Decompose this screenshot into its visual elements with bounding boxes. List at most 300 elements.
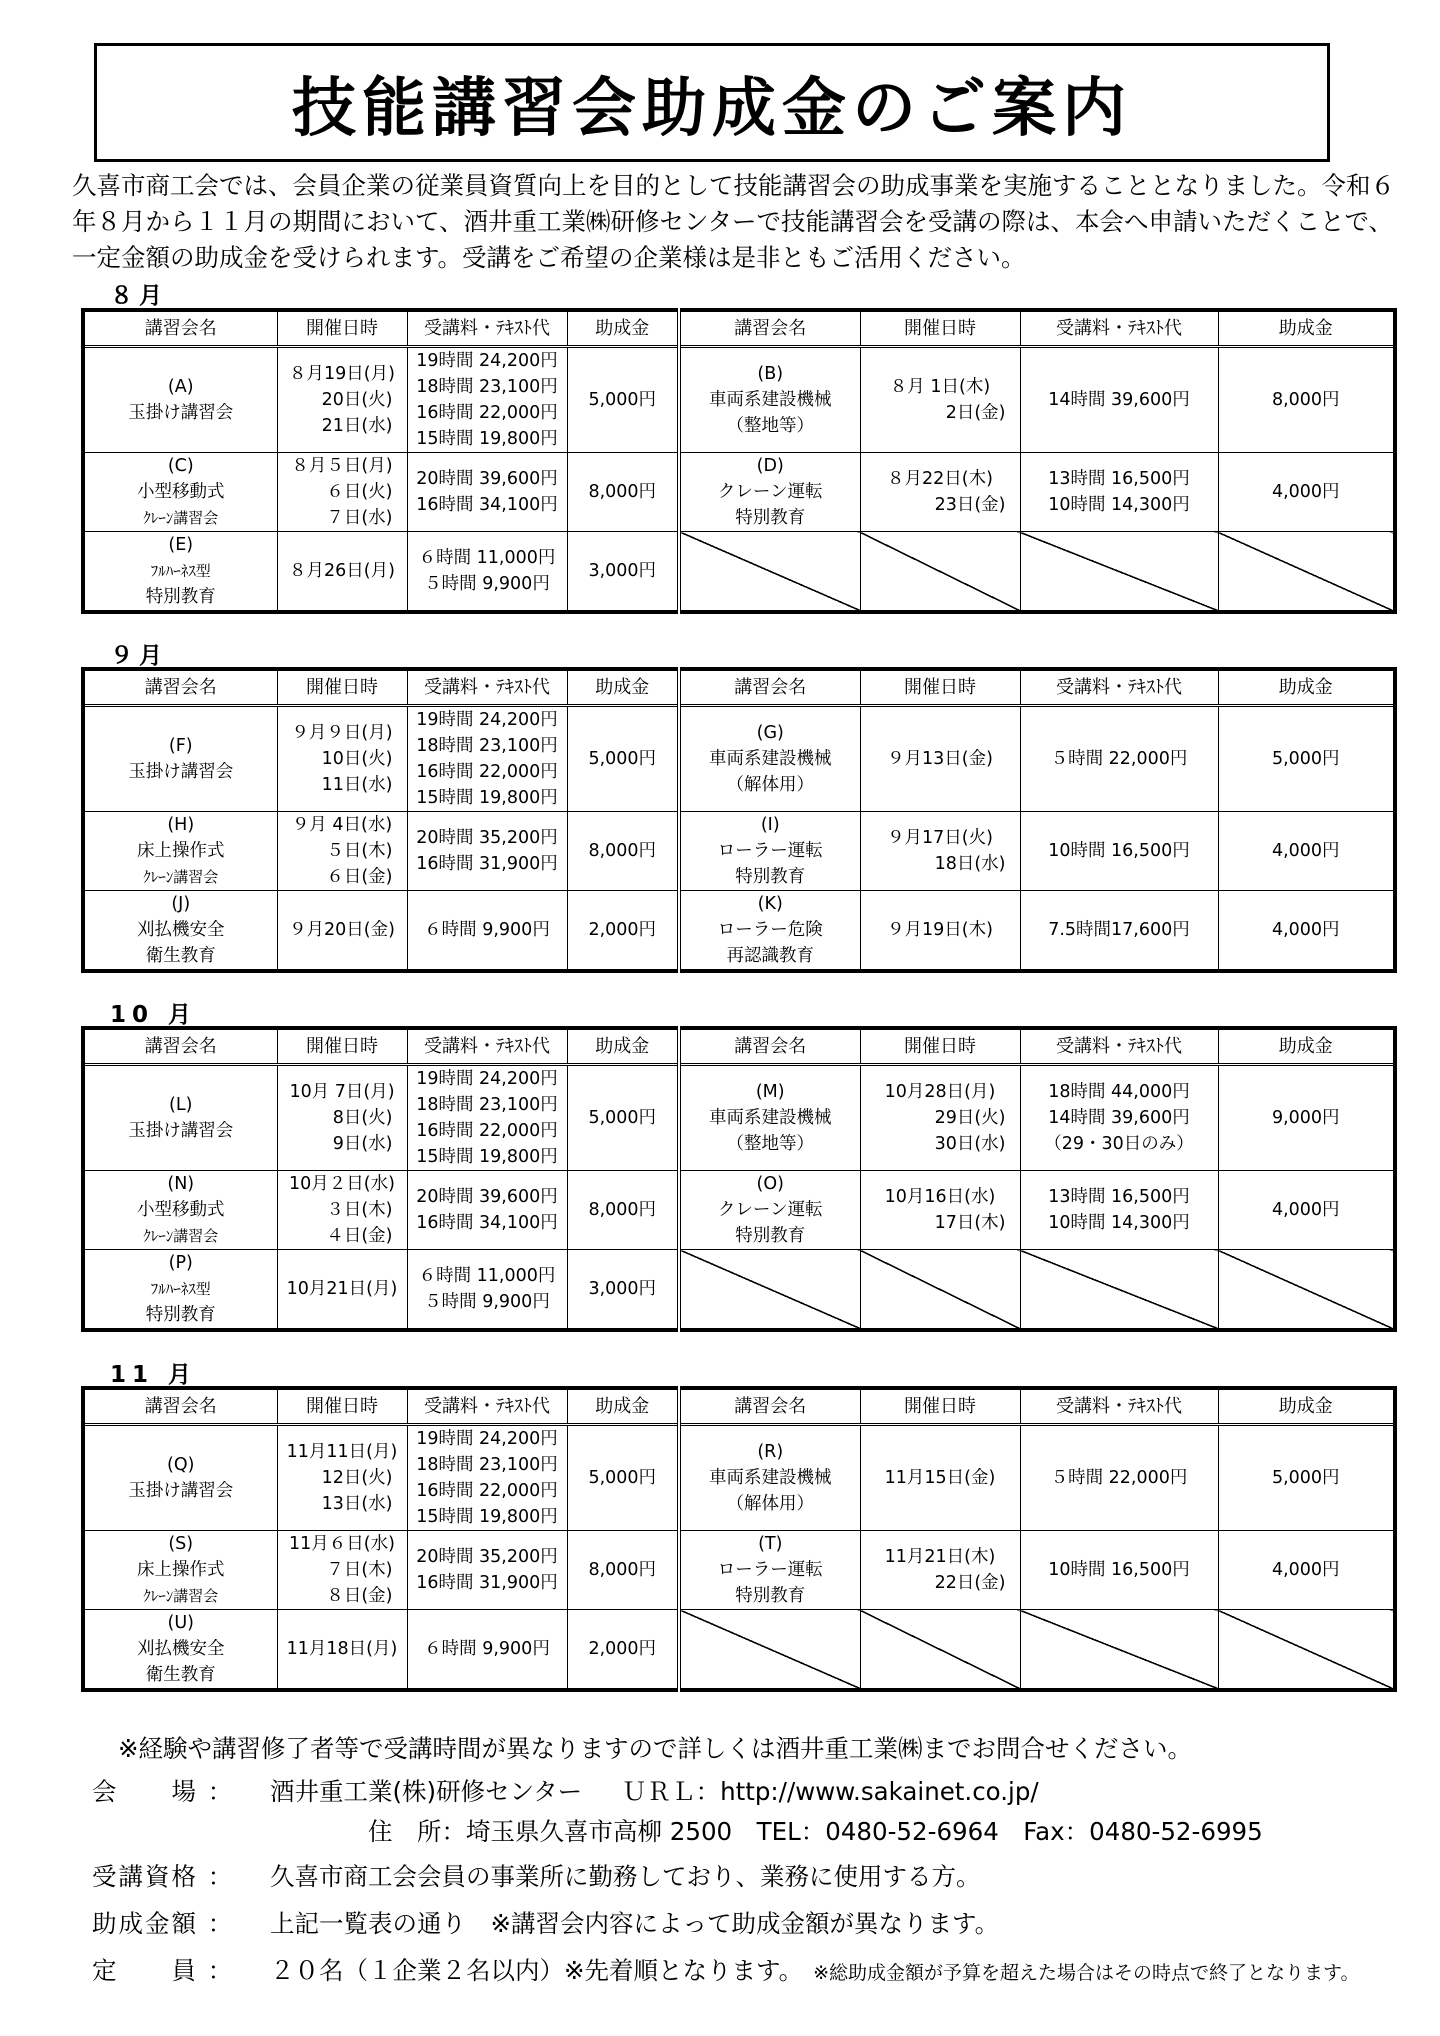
course-name: [83, 706, 277, 812]
course-fee-line: 18時間 23,100円: [416, 736, 558, 756]
table-row: [83, 347, 1395, 453]
table-header-row: [83, 310, 1395, 347]
course-name-line: ﾌﾙﾊｰﾈｽ型: [150, 562, 211, 580]
course-fee-line: ６時間 11,000円: [418, 1266, 556, 1286]
course-name-line: 刈払機安全: [137, 1639, 225, 1659]
course-fee-line: 19時間 24,200円: [416, 1069, 558, 1089]
course-name-line: (C): [167, 456, 194, 476]
month-label: 11 月: [110, 1362, 198, 1388]
column-header: 講習会名: [679, 669, 860, 706]
empty-cell: [860, 532, 1020, 613]
course-name-line: 車両系建設機械: [709, 1468, 832, 1488]
column-header: 開催日時: [860, 669, 1020, 706]
course-date-line: ６日(金): [326, 867, 393, 887]
course-date-line: ８月19日(月): [289, 364, 395, 384]
course-fee-line: 14時間 39,600円: [1048, 1108, 1190, 1128]
course-dates: [277, 1065, 407, 1171]
course-name: [83, 1250, 277, 1331]
course-name: [83, 347, 277, 453]
course-fees: [407, 891, 567, 972]
table-row: [83, 1425, 1395, 1531]
course-date-line: ３日(木): [326, 1200, 393, 1220]
course-fee-line: ５時間 9,900円: [424, 574, 550, 594]
course-name-line: クレーン運転: [717, 482, 823, 502]
course-date-line: 9日(水): [332, 1134, 393, 1154]
course-date-line: 18日(水): [934, 854, 1006, 874]
course-fee-line: ５時間 22,000円: [1050, 1468, 1188, 1488]
schedule-table: [81, 1026, 1397, 1332]
course-grant: 5,000円: [567, 347, 679, 453]
course-fee-line: 20時間 39,600円: [416, 1187, 558, 1207]
column-header: 助成金: [567, 1028, 679, 1065]
course-name-line: ローラー運転: [717, 1560, 823, 1580]
course-fees: [1020, 347, 1218, 453]
course-date-line: ８月５日(月): [291, 456, 393, 476]
course-fee-line: 16時間 22,000円: [416, 762, 558, 782]
course-fee-line: 16時間 22,000円: [416, 1481, 558, 1501]
course-fee-line: 16時間 31,900円: [416, 1573, 558, 1593]
course-grant: 4,000円: [1218, 1531, 1395, 1610]
course-fees: [407, 1531, 567, 1610]
course-name: [679, 706, 860, 812]
course-name-line: 車両系建設機械: [709, 749, 832, 769]
course-dates: [860, 1171, 1020, 1250]
table-row: [83, 1065, 1395, 1171]
course-name-line: (Q): [167, 1455, 195, 1475]
course-fees: [407, 1171, 567, 1250]
course-name-line: ｸﾚｰﾝ講習会: [143, 868, 219, 886]
course-dates: [860, 1425, 1020, 1531]
course-fees: [407, 1250, 567, 1331]
course-fee-line: 7.5時間17,600円: [1048, 920, 1190, 940]
course-name-line: 車両系建設機械: [709, 1108, 832, 1128]
course-grant: 4,000円: [1218, 453, 1395, 532]
empty-cell: [679, 532, 860, 613]
grant-line: [92, 1905, 1412, 1940]
course-dates: [277, 891, 407, 972]
course-date-line: ８月26日(月): [289, 561, 395, 581]
course-date-line: 10月16日(水): [884, 1187, 996, 1207]
column-header: 開催日時: [860, 1028, 1020, 1065]
course-fees: [407, 1065, 567, 1171]
course-dates: [860, 706, 1020, 812]
course-fee-line: 18時間 23,100円: [416, 1095, 558, 1115]
course-name-line: (O): [756, 1174, 784, 1194]
course-fee-line: 15時間 19,800円: [416, 788, 558, 808]
column-header: 受講料・ﾃｷｽﾄ代: [1020, 1028, 1218, 1065]
course-name-line: (J): [171, 894, 191, 914]
course-date-line: 10月２日(水): [289, 1174, 395, 1194]
course-name-line: (K): [757, 894, 783, 914]
grant-label: 助成金額 ：: [92, 1909, 235, 1938]
course-name-line: (D): [756, 456, 784, 476]
course-dates: [277, 532, 407, 613]
course-date-line: ９月17日(火): [887, 828, 993, 848]
course-fee-line: 16時間 34,100円: [416, 1213, 558, 1233]
column-header: 講習会名: [679, 310, 860, 347]
course-name-line: 特別教育: [735, 867, 806, 887]
column-header: 開催日時: [277, 669, 407, 706]
course-name-line: (S): [168, 1534, 194, 1554]
course-name-line: 小型移動式: [137, 1200, 225, 1220]
course-name-line: (I): [760, 815, 780, 835]
course-name-line: (R): [757, 1442, 784, 1462]
course-name-line: 車両系建設機械: [709, 390, 832, 410]
course-fee-line: 10時間 14,300円: [1048, 1213, 1190, 1233]
course-date-line: ９月９日(月): [291, 723, 393, 743]
course-date-line: 10月28日(月): [884, 1082, 996, 1102]
course-grant: 8,000円: [567, 453, 679, 532]
course-fees: [407, 1425, 567, 1531]
course-name: [679, 812, 860, 891]
course-fee-line: ５時間 22,000円: [1050, 749, 1188, 769]
table-row: [83, 706, 1395, 812]
course-name-line: 玉掛け講習会: [128, 403, 234, 423]
column-header: 助成金: [1218, 310, 1395, 347]
course-fees: [407, 812, 567, 891]
course-name-line: 床上操作式: [137, 1560, 225, 1580]
course-date-line: 10日(火): [321, 749, 393, 769]
course-name-line: (P): [168, 1253, 193, 1273]
table-header-row: [83, 1388, 1395, 1425]
course-name-line: (N): [167, 1174, 195, 1194]
course-name-line: （解体用）: [726, 1494, 814, 1514]
course-date-line: 11月21日(木): [884, 1547, 996, 1567]
course-name-line: (A): [167, 377, 194, 397]
course-name-line: 衛生教育: [145, 946, 216, 966]
course-fee-line: 18時間 44,000円: [1048, 1082, 1190, 1102]
course-name-line: (B): [757, 364, 784, 384]
course-fee-line: ６時間 11,000円: [418, 548, 556, 568]
table-row: [83, 812, 1395, 891]
table-row: [83, 1250, 1395, 1331]
course-date-line: 10月21日(月): [286, 1279, 398, 1299]
course-grant: 4,000円: [1218, 891, 1395, 972]
empty-cell: [1020, 1610, 1218, 1691]
empty-cell: [1020, 1250, 1218, 1331]
course-grant: 2,000円: [567, 891, 679, 972]
course-grant: 4,000円: [1218, 1171, 1395, 1250]
course-dates: [277, 706, 407, 812]
course-date-line: ８日(金): [326, 1586, 393, 1606]
course-fees: [407, 706, 567, 812]
column-header: 助成金: [567, 669, 679, 706]
course-date-line: 30日(水): [934, 1134, 1006, 1154]
course-grant: 5,000円: [567, 1065, 679, 1171]
course-grant: 3,000円: [567, 532, 679, 613]
course-grant: 5,000円: [567, 706, 679, 812]
course-name-line: (M): [755, 1082, 785, 1102]
course-name-line: （整地等）: [726, 416, 814, 436]
course-dates: [277, 1171, 407, 1250]
course-fee-line: 16時間 22,000円: [416, 1121, 558, 1141]
course-name: [83, 1610, 277, 1691]
column-header: 助成金: [567, 310, 679, 347]
course-name-line: 再認識教育: [726, 946, 814, 966]
capacity-line: [92, 1952, 1412, 1987]
course-name-line: (G): [756, 723, 784, 743]
course-name-line: 玉掛け講習会: [128, 762, 234, 782]
course-name-line: 特別教育: [735, 1226, 806, 1246]
empty-cell: [679, 1250, 860, 1331]
capacity-note: ※総助成金額が予算を超えた場合はその時点で終了となります。: [813, 1962, 1360, 1984]
column-header: 助成金: [1218, 669, 1395, 706]
column-header: 受講料・ﾃｷｽﾄ代: [407, 669, 567, 706]
course-date-line: 11日(水): [321, 775, 393, 795]
course-fees: [1020, 812, 1218, 891]
grant-value: 上記一覧表の通り ※講習会内容によって助成金額が異なります。: [270, 1909, 1000, 1938]
course-grant: 5,000円: [1218, 1425, 1395, 1531]
course-fees: [407, 347, 567, 453]
qualification-label: 受講資格 ：: [92, 1862, 235, 1891]
course-name-line: ﾌﾙﾊｰﾈｽ型: [150, 1280, 211, 1298]
empty-cell: [1218, 1610, 1395, 1691]
column-header: 講習会名: [83, 1388, 277, 1425]
capacity-value: ２０名（１企業２名以内）※先着順となります。: [270, 1956, 804, 1985]
venue-value: 酒井重工業(株)研修センター: [270, 1777, 583, 1806]
title-box: [94, 43, 1330, 162]
course-date-line: 11月18日(月): [286, 1639, 398, 1659]
course-fee-line: ６時間 9,900円: [424, 1639, 550, 1659]
course-dates: [860, 891, 1020, 972]
course-fee-line: 20時間 35,200円: [416, 828, 558, 848]
course-dates: [277, 347, 407, 453]
schedule-table: [81, 1386, 1397, 1692]
column-header: 講習会名: [83, 1028, 277, 1065]
course-grant: 8,000円: [567, 1171, 679, 1250]
column-header: 開催日時: [860, 1388, 1020, 1425]
course-name-line: ローラー危険: [717, 920, 823, 940]
course-name-line: 小型移動式: [137, 482, 225, 502]
course-name-line: (H): [167, 815, 195, 835]
course-date-line: 2日(金): [945, 403, 1006, 423]
course-name-line: 床上操作式: [137, 841, 225, 861]
course-dates: [860, 347, 1020, 453]
course-fee-line: 18時間 23,100円: [416, 377, 558, 397]
course-dates: [860, 812, 1020, 891]
table-row: [83, 453, 1395, 532]
course-date-line: 10月 7日(月): [289, 1082, 395, 1102]
course-fee-line: 14時間 39,600円: [1048, 390, 1190, 410]
column-header: 開催日時: [860, 310, 1020, 347]
table-row: [83, 1531, 1395, 1610]
course-name: [83, 1171, 277, 1250]
empty-cell: [860, 1250, 1020, 1331]
course-grant: 3,000円: [567, 1250, 679, 1331]
course-name-line: （解体用）: [726, 775, 814, 795]
course-fee-line: （29・30日のみ）: [1044, 1134, 1194, 1154]
month-label: 10 月: [110, 1002, 198, 1028]
course-name-line: 玉掛け講習会: [128, 1481, 234, 1501]
column-header: 受講料・ﾃｷｽﾄ代: [407, 1388, 567, 1425]
address-value: 住 所：埼玉県久喜市高柳 2500 TEL：0480-52-6964 Fax：0480-52-6995: [368, 1817, 1263, 1846]
course-date-line: 11月６日(水): [289, 1534, 395, 1554]
column-header: 開催日時: [277, 1388, 407, 1425]
url-link[interactable]: ＵＲＬ：http://www.sakainet.co.jp/: [622, 1777, 1039, 1806]
course-date-line: ４日(金): [326, 1226, 393, 1246]
course-date-line: ９月 4日(水): [291, 815, 393, 835]
course-date-line: 13日(水): [321, 1494, 393, 1514]
course-fee-line: 10時間 16,500円: [1048, 841, 1190, 861]
course-fees: [1020, 453, 1218, 532]
capacity-label: 定 員 ：: [92, 1956, 235, 1985]
course-fee-line: 15時間 19,800円: [416, 1147, 558, 1167]
course-fee-line: ６時間 9,900円: [424, 920, 550, 940]
course-date-line: 20日(火): [321, 390, 393, 410]
course-grant: 8,000円: [1218, 347, 1395, 453]
course-name: [679, 1531, 860, 1610]
table-header-row: [83, 1028, 1395, 1065]
footnote: ※経験や講習修了者等で受講時間が異なりますので詳しくは酒井重工業㈱までお問合せください。: [118, 1734, 1193, 1763]
month-label: ８月: [110, 283, 168, 309]
course-name: [679, 347, 860, 453]
column-header: 講習会名: [679, 1028, 860, 1065]
course-fee-line: 13時間 16,500円: [1048, 1187, 1190, 1207]
course-dates: [277, 1610, 407, 1691]
course-fee-line: 13時間 16,500円: [1048, 469, 1190, 489]
course-dates: [860, 1065, 1020, 1171]
course-date-line: 29日(火): [934, 1108, 1006, 1128]
table-row: [83, 532, 1395, 613]
course-fees: [1020, 891, 1218, 972]
course-grant: 5,000円: [1218, 706, 1395, 812]
course-date-line: 11月15日(金): [884, 1468, 996, 1488]
empty-cell: [679, 1610, 860, 1691]
course-date-line: ９月19日(木): [887, 920, 993, 940]
course-fee-line: 10時間 14,300円: [1048, 495, 1190, 515]
month-label: ９月: [110, 643, 168, 669]
course-fees: [1020, 1171, 1218, 1250]
schedule-table: [81, 308, 1397, 614]
course-name-line: ｸﾚｰﾝ講習会: [143, 509, 219, 527]
course-fee-line: 16時間 34,100円: [416, 495, 558, 515]
course-fee-line: 16時間 31,900円: [416, 854, 558, 874]
qualification-value: 久喜市商工会会員の事業所に勤務しており、業務に使用する方。: [270, 1862, 981, 1891]
column-header: 受講料・ﾃｷｽﾄ代: [1020, 1388, 1218, 1425]
course-grant: 4,000円: [1218, 812, 1395, 891]
column-header: 助成金: [1218, 1028, 1395, 1065]
column-header: 受講料・ﾃｷｽﾄ代: [407, 1028, 567, 1065]
course-fee-line: 18時間 23,100円: [416, 1455, 558, 1475]
page-title: 技能講習会助成金のご案内: [292, 71, 1132, 146]
course-dates: [860, 453, 1020, 532]
course-name: [83, 891, 277, 972]
table-header-row: [83, 669, 1395, 706]
venue-label: 会 場 ：: [92, 1777, 235, 1806]
column-header: 助成金: [567, 1388, 679, 1425]
course-name-line: (F): [168, 736, 193, 756]
course-dates: [277, 453, 407, 532]
course-grant: 2,000円: [567, 1610, 679, 1691]
course-date-line: ８月 1日(木): [889, 377, 991, 397]
course-fee-line: ５時間 9,900円: [424, 1292, 550, 1312]
course-name-line: 特別教育: [735, 508, 806, 528]
course-name-line: 玉掛け講習会: [128, 1121, 234, 1141]
course-name: [679, 891, 860, 972]
course-fees: [1020, 1531, 1218, 1610]
course-date-line: 17日(木): [934, 1213, 1006, 1233]
course-grant: 9,000円: [1218, 1065, 1395, 1171]
intro-text: 久喜市商工会では、会員企業の従業員資質向上を目的として技能講習会の助成事業を実施することとなりました。令和６年８月から１１月の期間において、酒井重工業㈱研修センターで技能講習会を受講の際は、本会へ申請いただくことで、一定金額の助成金を受けられます。受講をご希望の企業様は是非ともご活用ください。: [72, 171, 1395, 272]
course-fee-line: 19時間 24,200円: [416, 351, 558, 371]
course-grant: 8,000円: [567, 812, 679, 891]
course-name: [83, 1065, 277, 1171]
course-date-line: 22日(金): [934, 1573, 1006, 1593]
course-date-line: 21日(水): [321, 416, 393, 436]
address-line: [92, 1813, 1412, 1848]
course-date-line: 11月11日(月): [286, 1442, 398, 1462]
course-name-line: 特別教育: [145, 587, 216, 607]
course-name: [83, 1531, 277, 1610]
column-header: 開催日時: [277, 310, 407, 347]
course-date-line: ６日(火): [326, 482, 393, 502]
column-header: 講習会名: [83, 310, 277, 347]
course-fee-line: 15時間 19,800円: [416, 1507, 558, 1527]
schedule-table: [81, 667, 1397, 973]
course-fees: [1020, 1425, 1218, 1531]
course-date-line: ９月13日(金): [887, 749, 993, 769]
course-fee-line: 20時間 39,600円: [416, 469, 558, 489]
course-date-line: ８月22日(木): [887, 469, 993, 489]
course-fee-line: 10時間 16,500円: [1048, 1560, 1190, 1580]
course-name-line: 刈払機安全: [137, 920, 225, 940]
course-name-line: ローラー運転: [717, 841, 823, 861]
course-fees: [407, 1610, 567, 1691]
course-name-line: 衛生教育: [145, 1665, 216, 1685]
course-name: [679, 1171, 860, 1250]
table-row: [83, 1171, 1395, 1250]
course-name: [83, 453, 277, 532]
course-date-line: ７日(水): [326, 508, 393, 528]
column-header: 講習会名: [83, 669, 277, 706]
course-name-line: ｸﾚｰﾝ講習会: [143, 1587, 219, 1605]
course-name: [679, 1065, 860, 1171]
empty-cell: [1020, 532, 1218, 613]
course-fee-line: 20時間 35,200円: [416, 1547, 558, 1567]
course-fee-line: 16時間 22,000円: [416, 403, 558, 423]
course-fees: [1020, 706, 1218, 812]
course-name: [679, 1425, 860, 1531]
course-dates: [860, 1531, 1020, 1610]
column-header: 受講料・ﾃｷｽﾄ代: [1020, 310, 1218, 347]
empty-cell: [1218, 532, 1395, 613]
course-fee-line: 19時間 24,200円: [416, 710, 558, 730]
column-header: 開催日時: [277, 1028, 407, 1065]
column-header: 講習会名: [679, 1388, 860, 1425]
course-fees: [407, 453, 567, 532]
column-header: 助成金: [1218, 1388, 1395, 1425]
column-header: 受講料・ﾃｷｽﾄ代: [407, 310, 567, 347]
course-fee-line: 15時間 19,800円: [416, 429, 558, 449]
course-name-line: （整地等）: [726, 1134, 814, 1154]
venue-line: [92, 1773, 1412, 1808]
empty-cell: [860, 1610, 1020, 1691]
course-name-line: (T): [758, 1534, 783, 1554]
course-name-line: 特別教育: [145, 1305, 216, 1325]
table-row: [83, 1610, 1395, 1691]
course-name: [679, 453, 860, 532]
course-fees: [1020, 1065, 1218, 1171]
course-name: [83, 532, 277, 613]
course-date-line: ５日(木): [326, 841, 393, 861]
course-dates: [277, 1425, 407, 1531]
course-name-line: クレーン運転: [717, 1200, 823, 1220]
course-date-line: 23日(金): [934, 495, 1006, 515]
course-name: [83, 812, 277, 891]
course-name-line: 特別教育: [735, 1586, 806, 1606]
course-fees: [407, 532, 567, 613]
course-grant: 8,000円: [567, 1531, 679, 1610]
